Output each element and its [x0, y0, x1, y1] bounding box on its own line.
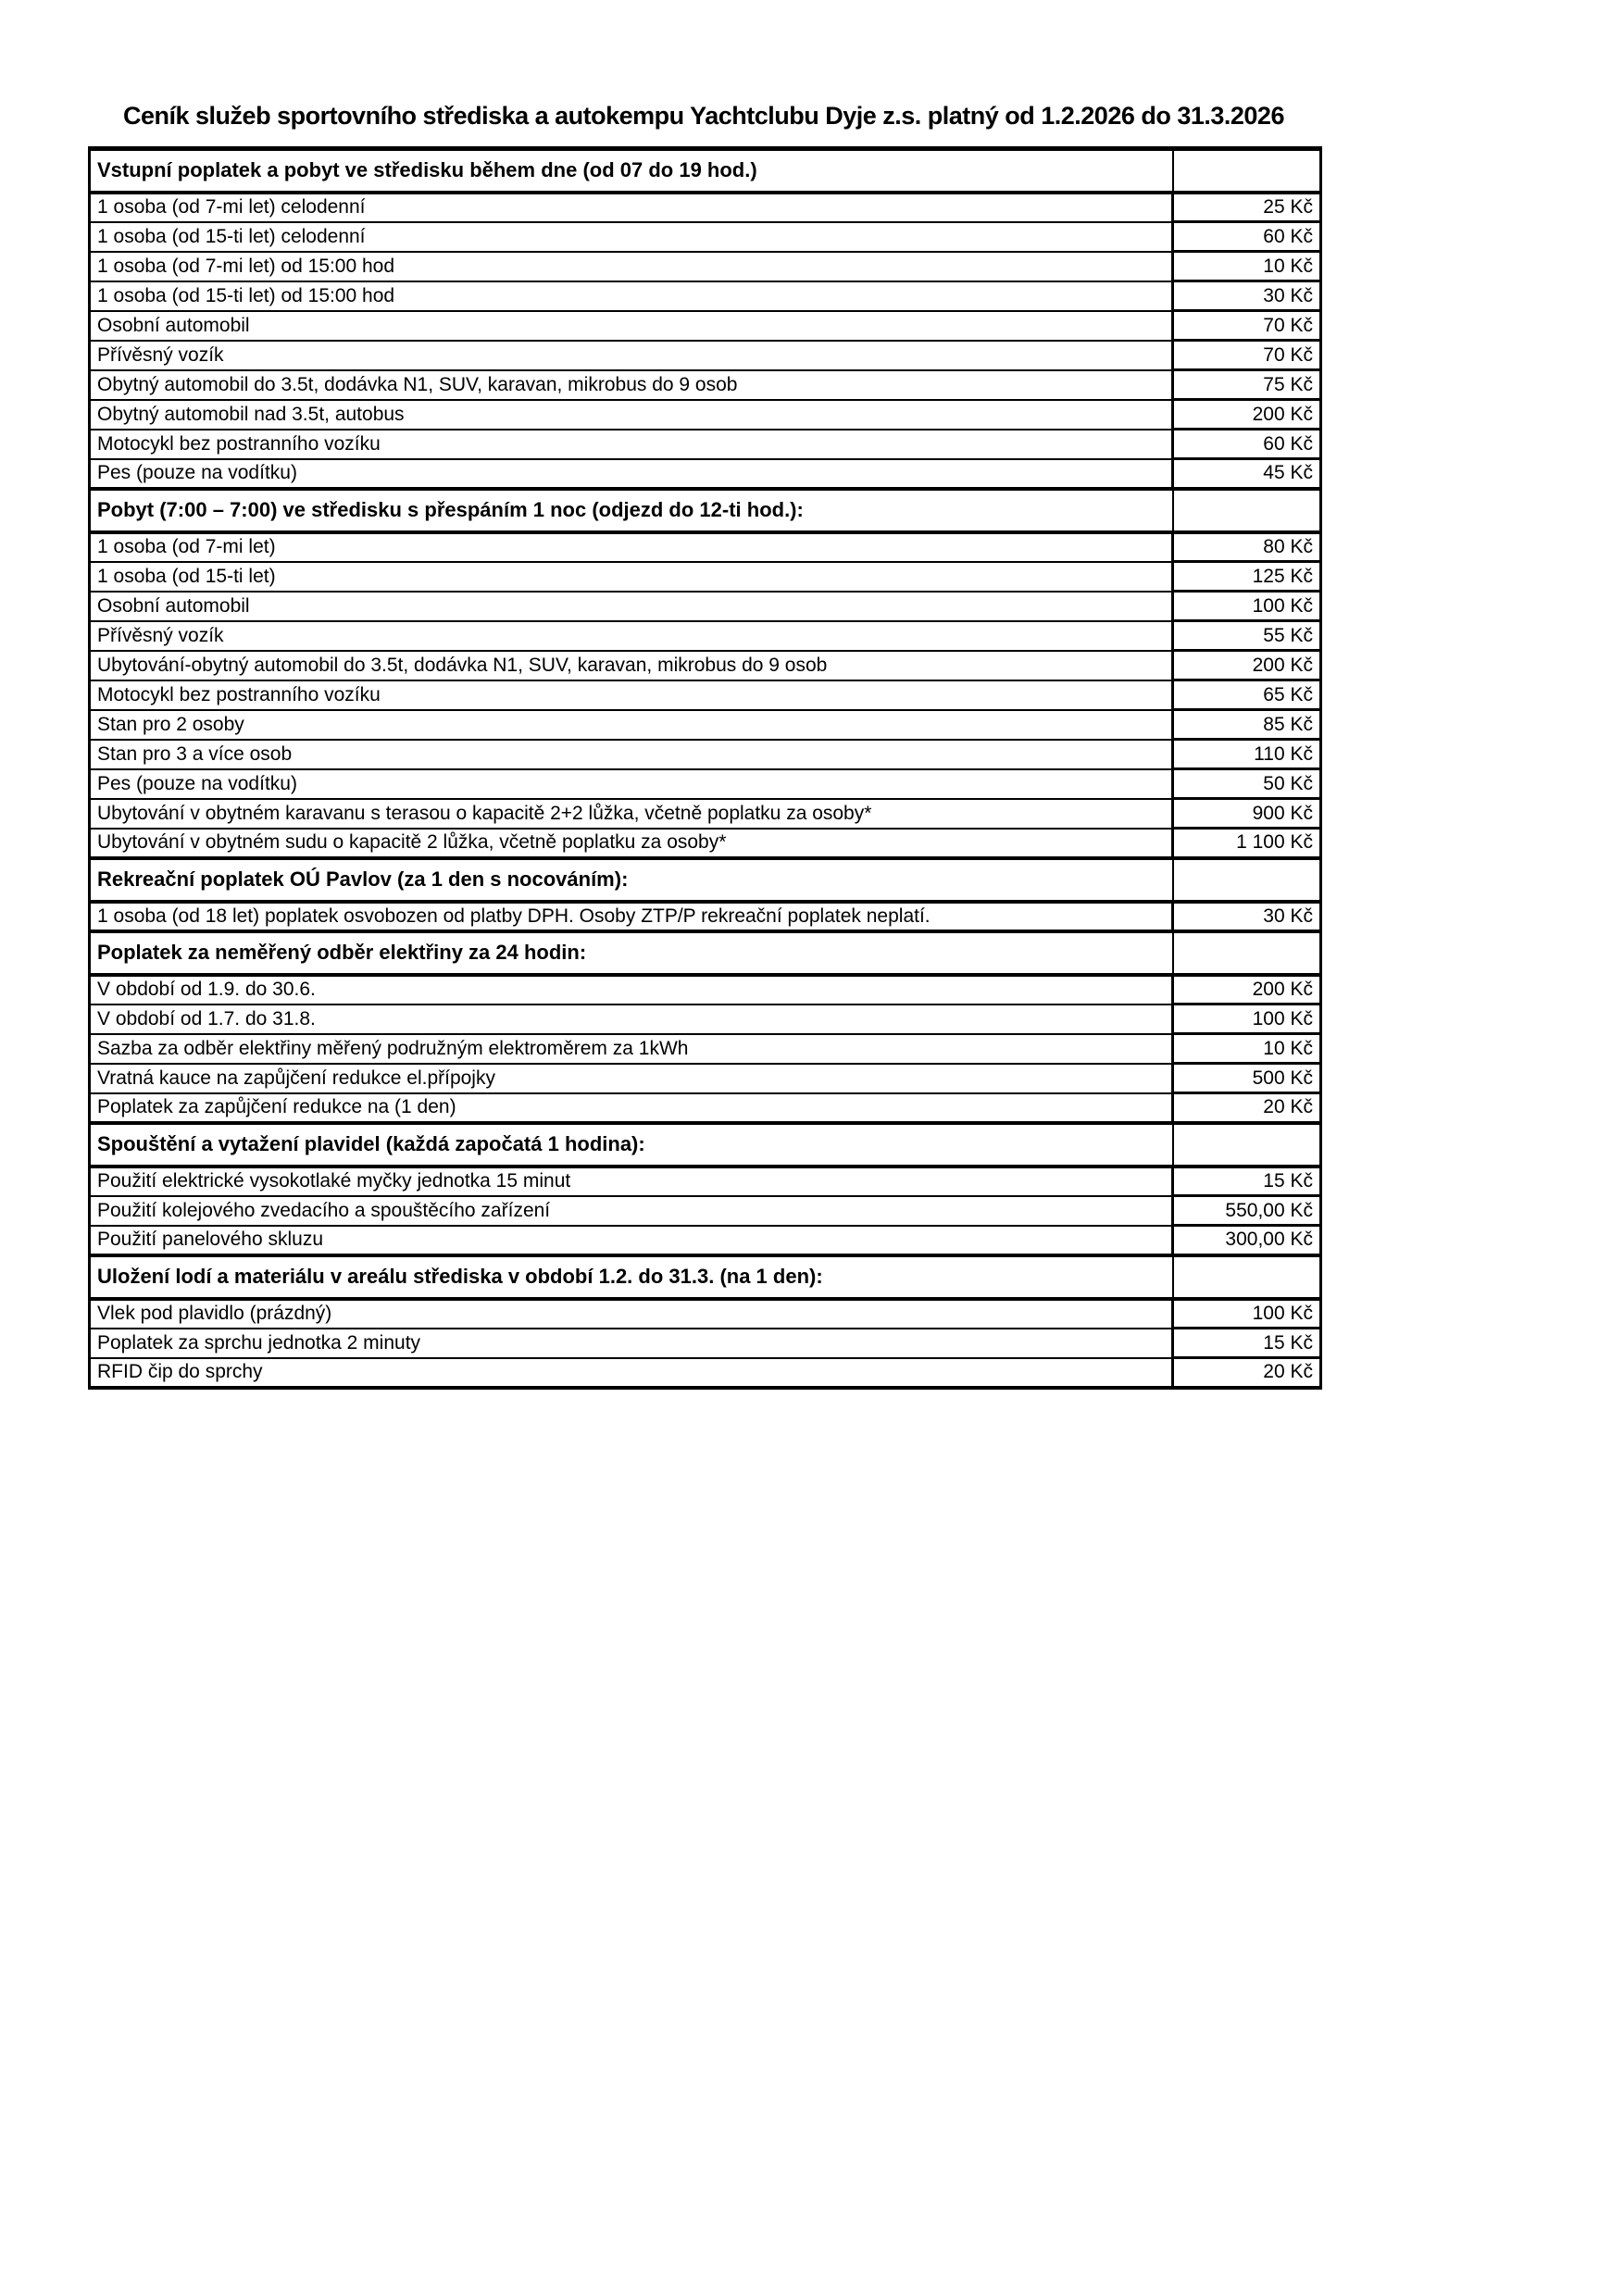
price-row — [90, 1004, 1321, 1034]
item-price: 200 Kč — [1173, 651, 1321, 680]
price-row — [90, 1196, 1321, 1226]
section-header-price-spacer — [1173, 858, 1321, 902]
item-price: 110 Kč — [1173, 740, 1321, 769]
section-header-row — [90, 931, 1321, 975]
price-row — [90, 1167, 1321, 1196]
price-row — [90, 562, 1321, 592]
item-price: 300,00 Kč — [1173, 1226, 1321, 1255]
price-row — [90, 1093, 1321, 1123]
item-label: Osobní automobil — [90, 311, 1173, 341]
item-label: Vratná kauce na zapůjčení redukce el.přípojky — [90, 1064, 1173, 1093]
section-header-price-spacer — [1173, 149, 1321, 193]
price-row — [90, 710, 1321, 740]
price-row — [90, 222, 1321, 252]
item-price: 10 Kč — [1173, 252, 1321, 281]
item-label: Ubytování v obytném sudu o kapacitě 2 lůžka, včetně poplatku za osoby* — [90, 829, 1173, 858]
price-row — [90, 281, 1321, 311]
section-header-row — [90, 1123, 1321, 1167]
price-row — [90, 740, 1321, 769]
price-row — [90, 1226, 1321, 1255]
item-label: Použití panelového skluzu — [90, 1226, 1173, 1255]
price-row — [90, 1034, 1321, 1064]
item-label: 1 osoba (od 15-ti let) od 15:00 hod — [90, 281, 1173, 311]
price-row — [90, 621, 1321, 651]
item-label: Ubytování v obytném karavanu s terasou o kapacitě 2+2 lůžka, včetně poplatku za osoby* — [90, 799, 1173, 829]
item-label: 1 osoba (od 7-mi let) — [90, 532, 1173, 562]
item-label: Přívěsný vozík — [90, 341, 1173, 370]
item-label: Použití elektrické vysokotlaké myčky jednotka 15 minut — [90, 1167, 1173, 1196]
item-label: Vlek pod plavidlo (prázdný) — [90, 1299, 1173, 1329]
section-header-row — [90, 858, 1321, 902]
item-label: Sazba za odběr elektřiny měřený podružným elektroměrem za 1kWh — [90, 1034, 1173, 1064]
item-price: 65 Kč — [1173, 680, 1321, 710]
item-price: 30 Kč — [1173, 281, 1321, 311]
price-row — [90, 459, 1321, 489]
section-header-label: Spouštění a vytažení plavidel (každá započatá 1 hodina): — [90, 1123, 1173, 1167]
section-header-row — [90, 1255, 1321, 1299]
price-row — [90, 311, 1321, 341]
price-row — [90, 430, 1321, 459]
item-label: Obytný automobil do 3.5t, dodávka N1, SUV, karavan, mikrobus do 9 osob — [90, 370, 1173, 400]
pricelist-table — [88, 146, 1322, 1390]
section-header-row — [90, 489, 1321, 532]
item-price: 200 Kč — [1173, 400, 1321, 430]
price-row — [90, 193, 1321, 222]
section-header-price-spacer — [1173, 1255, 1321, 1299]
item-price: 30 Kč — [1173, 902, 1321, 931]
price-row — [90, 592, 1321, 621]
price-row — [90, 651, 1321, 680]
item-label: Osobní automobil — [90, 592, 1173, 621]
section-header-label: Pobyt (7:00 – 7:00) ve středisku s přespáním 1 noc (odjezd do 12-ti hod.): — [90, 489, 1173, 532]
item-label: Stan pro 3 a více osob — [90, 740, 1173, 769]
item-price: 15 Kč — [1173, 1167, 1321, 1196]
price-row — [90, 370, 1321, 400]
item-price: 80 Kč — [1173, 532, 1321, 562]
section-header-price-spacer — [1173, 931, 1321, 975]
price-row — [90, 1064, 1321, 1093]
item-price: 85 Kč — [1173, 710, 1321, 740]
item-label: V období od 1.9. do 30.6. — [90, 975, 1173, 1004]
item-label: 1 osoba (od 18 let) poplatek osvobozen od platby DPH. Osoby ZTP/P rekreační poplatek neplatí. — [90, 902, 1173, 931]
item-price: 20 Kč — [1173, 1358, 1321, 1388]
item-price: 125 Kč — [1173, 562, 1321, 592]
item-price: 60 Kč — [1173, 222, 1321, 252]
section-header-label: Vstupní poplatek a pobyt ve středisku během dne (od 07 do 19 hod.) — [90, 149, 1173, 193]
price-row — [90, 400, 1321, 430]
item-label: Pes (pouze na vodítku) — [90, 459, 1173, 489]
section-header-label: Poplatek za neměřený odběr elektřiny za 24 hodin: — [90, 931, 1173, 975]
item-label: Poplatek za zapůjčení redukce na (1 den) — [90, 1093, 1173, 1123]
item-label: Motocykl bez postranního vozíku — [90, 680, 1173, 710]
price-row — [90, 829, 1321, 858]
item-label: Ubytování-obytný automobil do 3.5t, dodávka N1, SUV, karavan, mikrobus do 9 osob — [90, 651, 1173, 680]
section-header-price-spacer — [1173, 1123, 1321, 1167]
price-row — [90, 1299, 1321, 1329]
item-label: Stan pro 2 osoby — [90, 710, 1173, 740]
item-price: 200 Kč — [1173, 975, 1321, 1004]
item-price: 10 Kč — [1173, 1034, 1321, 1064]
item-price: 100 Kč — [1173, 1004, 1321, 1034]
price-row — [90, 252, 1321, 281]
item-price: 900 Kč — [1173, 799, 1321, 829]
price-row — [90, 769, 1321, 799]
item-label: Pes (pouze na vodítku) — [90, 769, 1173, 799]
item-label: Obytný automobil nad 3.5t, autobus — [90, 400, 1173, 430]
item-label: 1 osoba (od 15-ti let) celodenní — [90, 222, 1173, 252]
section-header-row — [90, 149, 1321, 193]
section-header-label: Uložení lodí a materiálu v areálu střediska v období 1.2. do 31.3. (na 1 den): — [90, 1255, 1173, 1299]
item-price: 50 Kč — [1173, 769, 1321, 799]
price-row — [90, 902, 1321, 931]
item-price: 70 Kč — [1173, 341, 1321, 370]
page-title: Ceník služeb sportovního střediska a autokempu Yachtclubu Dyje z.s. platný od 1.2.2026 do 31.3.2026 — [123, 102, 1284, 130]
price-row — [90, 975, 1321, 1004]
item-price: 550,00 Kč — [1173, 1196, 1321, 1226]
price-row — [90, 1358, 1321, 1388]
item-label: Poplatek za sprchu jednotka 2 minuty — [90, 1329, 1173, 1358]
price-row — [90, 680, 1321, 710]
item-price: 25 Kč — [1173, 193, 1321, 222]
item-price: 15 Kč — [1173, 1329, 1321, 1358]
item-label: Přívěsný vozík — [90, 621, 1173, 651]
price-row — [90, 1329, 1321, 1358]
pricelist-body — [90, 149, 1321, 1388]
item-price: 70 Kč — [1173, 311, 1321, 341]
section-header-price-spacer — [1173, 489, 1321, 532]
item-price: 60 Kč — [1173, 430, 1321, 459]
price-row — [90, 532, 1321, 562]
item-price: 45 Kč — [1173, 459, 1321, 489]
item-label: RFID čip do sprchy — [90, 1358, 1173, 1388]
item-label: Použití kolejového zvedacího a spouštěcího zařízení — [90, 1196, 1173, 1226]
item-label: V období od 1.7. do 31.8. — [90, 1004, 1173, 1034]
item-price: 100 Kč — [1173, 592, 1321, 621]
item-price: 1 100 Kč — [1173, 829, 1321, 858]
item-price: 500 Kč — [1173, 1064, 1321, 1093]
item-price: 55 Kč — [1173, 621, 1321, 651]
item-label: 1 osoba (od 7-mi let) od 15:00 hod — [90, 252, 1173, 281]
item-label: 1 osoba (od 15-ti let) — [90, 562, 1173, 592]
section-header-label: Rekreační poplatek OÚ Pavlov (za 1 den s nocováním): — [90, 858, 1173, 902]
item-price: 75 Kč — [1173, 370, 1321, 400]
price-row — [90, 341, 1321, 370]
item-price: 100 Kč — [1173, 1299, 1321, 1329]
item-label: 1 osoba (od 7-mi let) celodenní — [90, 193, 1173, 222]
item-price: 20 Kč — [1173, 1093, 1321, 1123]
item-label: Motocykl bez postranního vozíku — [90, 430, 1173, 459]
price-row — [90, 799, 1321, 829]
